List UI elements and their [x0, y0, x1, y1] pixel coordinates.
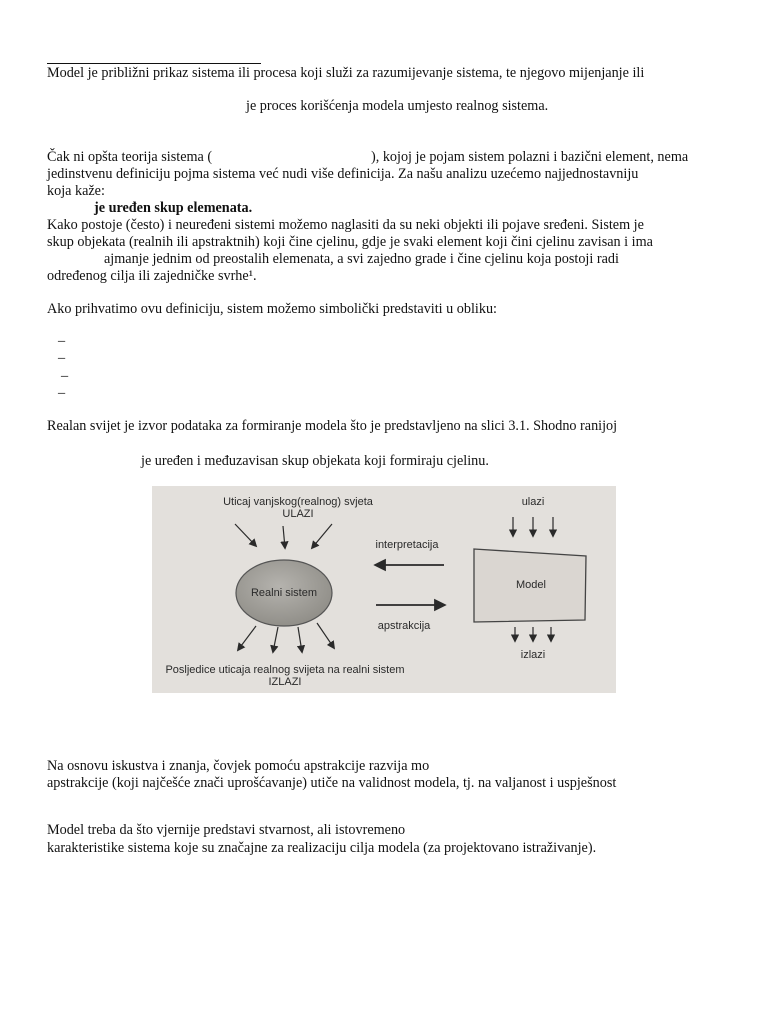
fig-interpretation-label: interpretacija	[375, 539, 439, 551]
p3-line1: Ako prihvatimo ovu definiciju, sistem možemo simbolički predstaviti u obliku:	[47, 301, 498, 317]
dash-item: –	[61, 368, 69, 384]
heading-underline	[47, 63, 261, 64]
p2-line2: jedinstvenu definiciju pojma sistema već nudi više definicija. Za našu analizu uzećemo najjednostavniju	[47, 166, 639, 182]
dash-item: –	[58, 350, 66, 366]
p1-line1: Model je približni prikaz sistema ili procesa koji služi za razumijevanje sistema, te njegovo mijenjanje ili	[47, 65, 645, 81]
fig-top-label-2: ULAZI	[282, 508, 314, 520]
p1-line2: je proces korišćenja modela umjesto realnog sistema.	[246, 98, 549, 114]
p6-line1: Model treba da što vjernije predstavi stvarnost, ali istovremeno	[47, 822, 406, 838]
p2-line3: koja kaže:	[47, 183, 105, 199]
p4-line1: Realan svijet je izvor podataka za formiranje modela što je predstavljeno na slici 3.1. Shodno ranijoj	[47, 418, 618, 434]
model-diagram-figure	[152, 486, 616, 693]
p5-line2: apstrakcije (koji najčešće znači uprošćavanje) utiče na validnost modela, tj. na valjanost i uspješnost	[47, 775, 617, 791]
dash-item: –	[58, 333, 66, 349]
p2-line6: skup objekata (realnih ili apstraktnih) koji čine cjelinu, gdje je svaki element koji čini cjelinu zavisan i ima	[47, 234, 653, 250]
fig-inputs-label: ulazi	[521, 496, 545, 508]
fig-top-label-1: Uticaj vanjskog(realnog) svjeta	[223, 496, 373, 508]
p5-line1: Na osnovu iskustva i znanja, čovjek pomoću apstrakcije razvija mo	[47, 758, 430, 774]
p2-definition: je uređen skup elemenata.	[94, 200, 253, 216]
p2-line1a: Čak ni opšta teorija sistema (	[47, 149, 213, 165]
dash-item: –	[58, 385, 66, 401]
p2-line1b: ), kojoj je pojam sistem polazni i bazični element, nema	[371, 149, 689, 165]
p6-line2: karakteristike sistema koje su značajne za realizaciju cilja modela (za projektovano istraživanje).	[47, 840, 597, 856]
p2-line7: ajmanje jednim od preostalih elemenata, a svi zajedno grade i čine cjelinu koja postoji radi	[104, 251, 619, 267]
p2-line5: Kako postoje (često) i neuređeni sistemi možemo naglasiti da su neki objekti ili pojave sređeni. Sistem je	[47, 217, 644, 233]
fig-abstraction-label: apstrakcija	[377, 620, 431, 632]
fig-outputs-label: izlazi	[520, 649, 546, 661]
fig-ellipse-label: Realni sistem	[250, 587, 318, 599]
fig-bottom-label-2: IZLAZI	[268, 676, 302, 688]
p2-line8: određenog cilja ili zajedničke svrhe¹.	[47, 268, 257, 284]
p4-line2: je uređen i međuzavisan skup objekata koji formiraju cjelinu.	[141, 453, 489, 469]
fig-bottom-label-1: Posljedice uticaja realnog svijeta na realni sistem	[165, 664, 405, 676]
fig-model-label: Model	[516, 579, 546, 591]
